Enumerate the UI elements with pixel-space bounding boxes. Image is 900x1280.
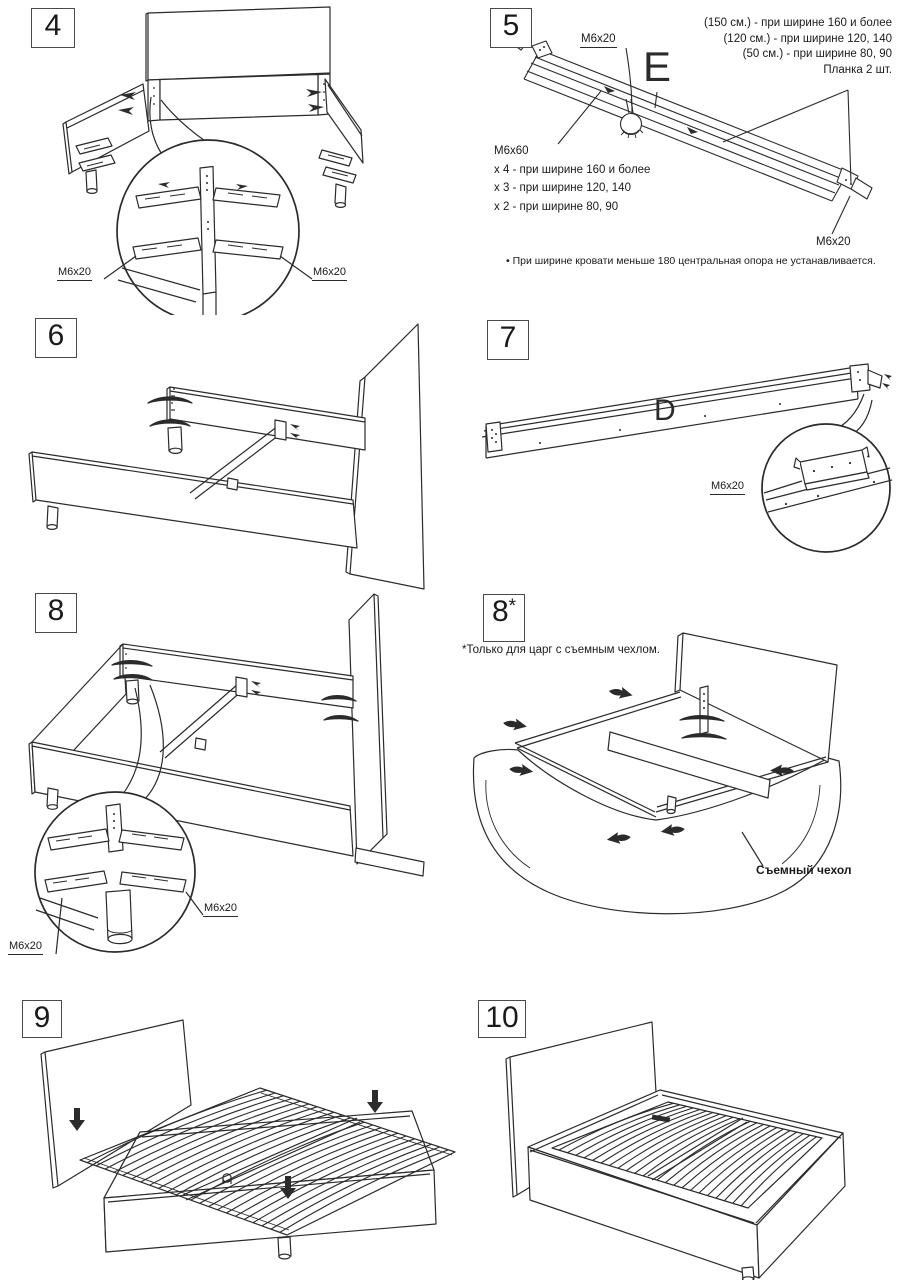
center-divider [160, 677, 261, 758]
headboard [146, 7, 330, 121]
right-side-rail [319, 79, 363, 207]
step-8-number: 8 [47, 594, 65, 627]
bolt-label-m6x20-right: M6x20 [312, 266, 347, 281]
headboard [675, 633, 837, 762]
step-4-panel [0, 0, 460, 315]
step-7-panel [470, 310, 900, 590]
footnote: • При ширине кровати меньше 180 центральная опора не устанавливается. [506, 255, 876, 267]
step-7-number: 7 [499, 321, 517, 354]
step-8-number-box [35, 593, 77, 633]
step-9-panel [0, 990, 472, 1280]
step-8-panel [0, 580, 460, 985]
step-6-number-box [35, 318, 77, 358]
step-8star-number-box [483, 594, 525, 642]
step-4-number-box [31, 8, 75, 48]
step-5-number-box [490, 8, 532, 48]
step-9-number: 9 [33, 1001, 51, 1034]
front-rail [29, 452, 357, 548]
bolt-note-line: x 2 - при ширине 80, 90 [494, 200, 619, 213]
detail-circle [117, 140, 299, 315]
step-9-number-box [22, 1000, 62, 1038]
bolt-label-m6x20-left: M6x20 [8, 940, 43, 955]
headboard [346, 324, 424, 589]
part-letter-e: E [643, 43, 672, 90]
step-6-illustration [20, 310, 460, 600]
part-letter-d: D [654, 394, 676, 427]
step-6-panel [20, 310, 460, 600]
bolt-label-m6x20-top: M6x20 [580, 33, 617, 48]
step-9-illustration [0, 990, 472, 1280]
bolt-label-m6x20-right: M6x20 [203, 902, 238, 917]
step-5-panel [480, 0, 900, 300]
bolt-note-line: M6x60 [494, 145, 529, 157]
note-removable-cover: *Только для царг с съемным чехлом. [462, 644, 660, 656]
step-5-number: 5 [502, 9, 520, 42]
step-4-number: 4 [44, 9, 62, 42]
cover-label: Съемный чехол [756, 863, 852, 877]
headboard [349, 594, 387, 864]
step-7-number-box [487, 320, 529, 360]
bolt-label-m6x20-bottom: M6x20 [816, 236, 851, 248]
bolt-label-m6x20-left: M6x20 [57, 266, 92, 281]
size-note-line: Планка 2 шт. [823, 63, 892, 76]
step-10-illustration [460, 990, 900, 1280]
step-10-number: 10 [485, 1001, 519, 1034]
size-note-line: (50 см.) - при ширине 80, 90 [742, 48, 892, 60]
back-rail [167, 387, 365, 450]
bolt-label-m6x20: M6x20 [710, 480, 745, 495]
size-note-line: (120 см.) - при ширине 120, 140 [723, 32, 892, 45]
step-6-number: 6 [47, 319, 65, 352]
size-note-line: (150 см.) - при ширине 160 и более [704, 17, 892, 29]
bolt-note-line: x 4 - при ширине 160 и более [494, 163, 651, 176]
bolt-note [494, 142, 650, 216]
step-10-panel [460, 990, 900, 1280]
step-7-illustration [470, 310, 900, 590]
step-8star-panel [460, 580, 900, 985]
step-8star-illustration [460, 580, 900, 985]
step-8-illustration [0, 580, 460, 985]
asterisk: * [508, 596, 517, 617]
bolt-note-line: x 3 - при ширине 120, 140 [494, 182, 631, 194]
step-8star-number: 8* [491, 595, 517, 628]
step-10-number-box [478, 1000, 526, 1038]
size-note [704, 16, 892, 78]
